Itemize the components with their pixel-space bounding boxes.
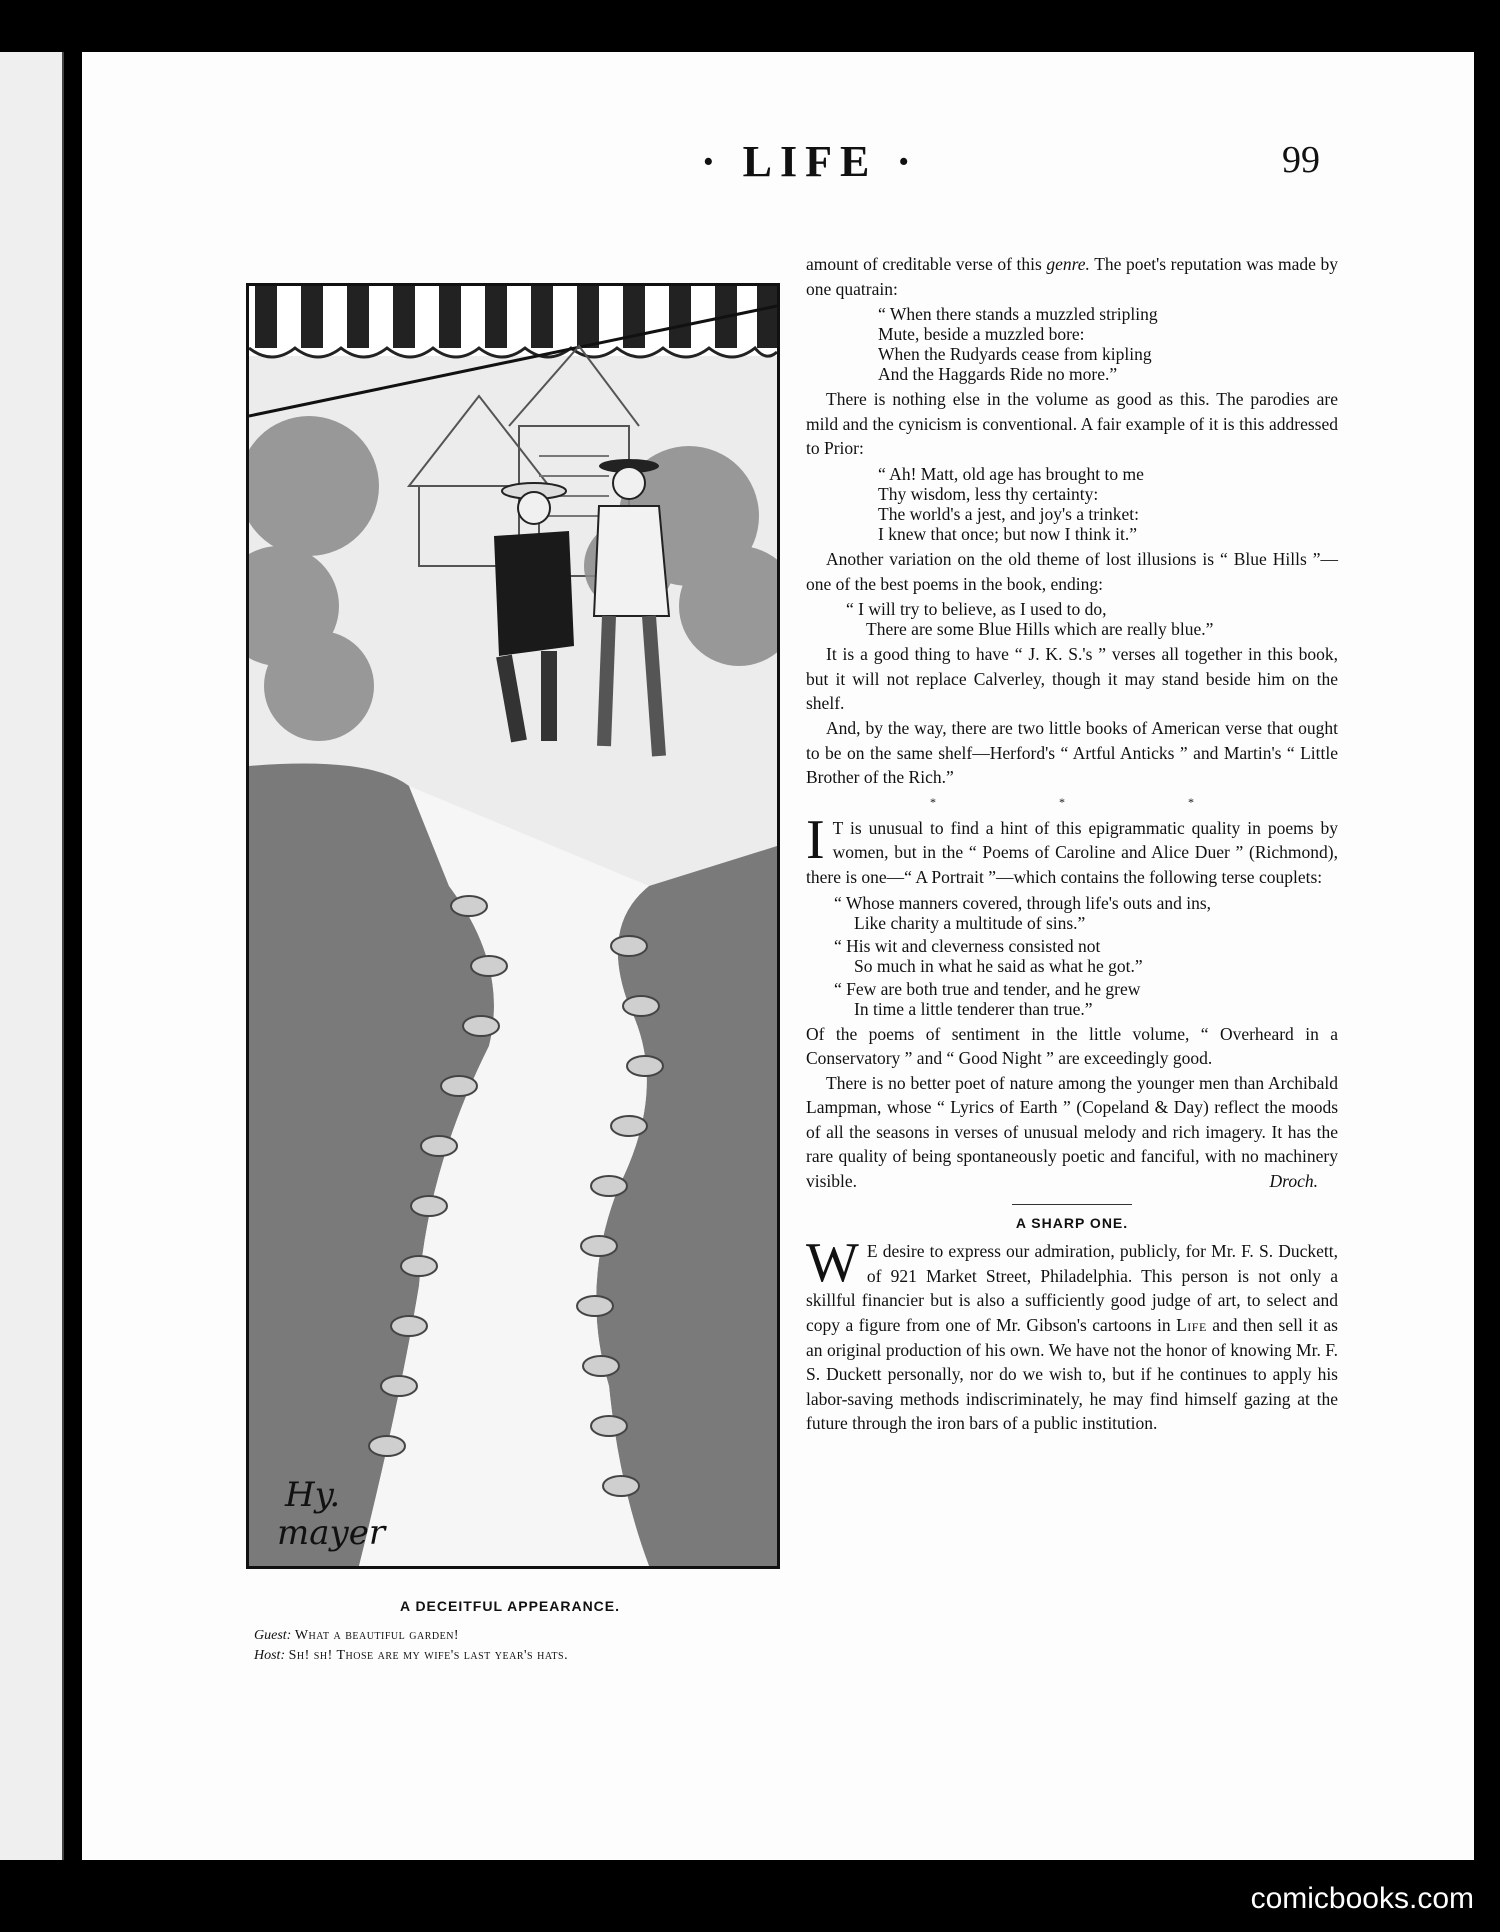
magazine-title: · LIFE ·	[700, 137, 920, 186]
drop-cap-i: I	[806, 808, 825, 871]
paragraph-3: Another variation on the old theme of lost illusions is “ Blue Hills ”—one of the best poems in the book, ending:	[806, 548, 1338, 594]
guest-label: Guest:	[254, 1628, 292, 1643]
couplet-3: “ Few are both true and tender, and he grew In time a little tenderer than true.”	[834, 978, 1141, 1019]
paragraph-2: There is nothing else in the volume as good as this. The parodies are mild and the cynicism is conventional. A fair example of it is this addressed to Prior:	[806, 389, 1338, 459]
paragraph-5: And, by the way, there are two little books of American verse that ought to be on the same shelf—Herford's “ Artful Anticks ” and Martin's “ Little Brother of the Rich.”	[806, 717, 1338, 788]
couplet-1: “ Whose manners covered, through life's outs and ins, Like charity a multitude of sins.”	[834, 892, 1212, 933]
signature-line-2: mayer	[277, 1513, 386, 1553]
paragraph-1: amount of creditable verse of this genre. The poet's reputation was made by one quatrain:	[806, 254, 1338, 299]
verse-blue-hills: “ I will try to believe, as I used to do, There are some Blue Hills which are really blue.”	[846, 599, 1214, 640]
paragraph-6: I T is unusual to find a hint of this epigrammatic quality in poems by women, but in the “ Poems of Caroline and Alice Duer ” (Richmond), there is one—“ A Portrait ”—which contains the following terse couplets:	[806, 808, 1338, 887]
sharp-one-paragraph: W E desire to express our admiration, publicly, for Mr. F. S. Duckett, of 921 Market Street, Philadelphia. This person is not only a skillful financier but is also a sufficiently good judge of art, to select and copy a figure from one of Mr. Gibson's cartoons in Life and then sell it as an original production of his own. We have not the honor of knowing Mr. F. S. Duckett personally, nor do we wish to, but if he continues to apply his labor-saving methods indiscriminately, he may find himself gazing at the future through the iron bars of a public institution.	[806, 1232, 1338, 1434]
page-number: 99	[1282, 139, 1320, 181]
paragraph-7: Of the poems of sentiment in the little volume, “ Overheard in a Conservatory ” and “ Good Night ” are exceedingly good.	[806, 1023, 1338, 1069]
guest-text: What a beautiful garden!	[294, 1628, 460, 1643]
paragraph-4: It is a good thing to have “ J. K. S.'s ” verses all together in this book, but it will not replace Calverley, though it may stand beside him on the shelf.	[806, 644, 1338, 714]
section-divider-stars: * * *	[930, 794, 1254, 809]
cartoon-caption-title: A DECEITFUL APPEARANCE.	[399, 1598, 621, 1614]
drop-cap-w: W	[806, 1232, 859, 1295]
article-column	[806, 252, 1338, 1436]
garden-drawing	[249, 286, 777, 1566]
left-page-edge	[0, 52, 64, 1860]
cartoon-illustration	[246, 283, 780, 1569]
section-rule	[1012, 1204, 1132, 1205]
host-text: Sh! sh! Those are my wife's last year's hats.	[288, 1648, 569, 1663]
sharp-one-title: A SHARP ONE.	[1015, 1214, 1129, 1231]
verse-prior: “ Ah! Matt, old age has brought to me Thy wisdom, less thy certainty: The world's a jest, and joy's a trinket: I knew that once; but now I think it.”	[878, 463, 1144, 544]
signature-line-1: Hy.	[285, 1475, 341, 1515]
paragraph-8: There is no better poet of nature among the younger men than Archibald Lampman, whose “ Lyrics of Earth ” (Copeland & Day) reflect the moods of all the seasons in verses of unusual melody and rich imagery. It has the rare quality of being spontaneously poetic and fanciful, with no machinery visible. Droch.	[806, 1071, 1338, 1194]
caption-guest-line	[254, 1628, 774, 1644]
caption-host-line	[254, 1648, 774, 1664]
couplet-2: “ His wit and cleverness consisted not So much in what he said as what he got.”	[834, 935, 1143, 976]
verse-quatrain: “ When there stands a muzzled stripling Mute, beside a muzzled bore: When the Rudyards cease from kipling And the Haggards Ride no more.”	[878, 304, 1158, 385]
host-label: Host:	[254, 1648, 286, 1663]
watermark: comicbooks.com	[1250, 1882, 1474, 1915]
author-signature: Droch.	[1269, 1171, 1318, 1192]
